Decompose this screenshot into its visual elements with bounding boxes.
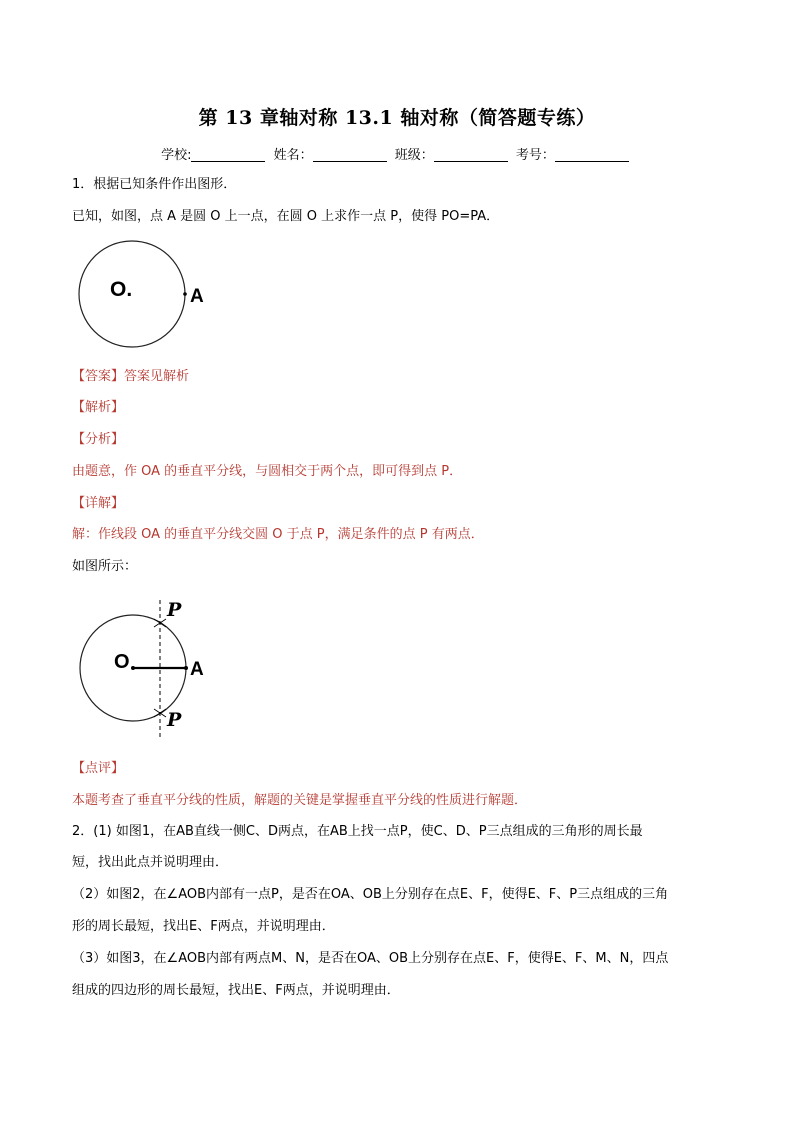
q1-solution-figure xyxy=(70,596,230,746)
q2-part1-line1: 2．(1) 如图1，在AB直线一侧C、D两点，在AB上找一点P，使C、D、P三点组成的三角形的周长最 xyxy=(72,824,643,839)
page-title: 第 13 章轴对称 13.1 轴对称（简答题专练） xyxy=(198,107,596,129)
q2-part1-line2: 短，找出此点并说明理由． xyxy=(72,855,229,870)
fenxi-tag: 【分析】 xyxy=(72,432,125,447)
q2-part3-line1: （3）如图3，在∠AOB内部有两点M、N，是否在OA、OB上分别存在点E、F，使得E、F、M、N，四点 xyxy=(72,951,669,966)
arc-mark-top xyxy=(154,619,166,627)
class-label: 班级： xyxy=(394,148,434,163)
jiexi-tag: 【解析】 xyxy=(72,400,125,415)
school-label: 学校: xyxy=(161,148,192,163)
exam-no-label: 考号： xyxy=(515,148,555,163)
point-a-dot-solution xyxy=(184,666,188,670)
point-a-label: A xyxy=(190,286,204,307)
q2-part2-line2: 形的周长最短，找出E、F两点，并说明理由． xyxy=(72,919,335,934)
student-info-line xyxy=(0,144,794,163)
answer-tag: 【答案】 xyxy=(72,369,125,384)
xiangjie-text: 解：作线段 OA 的垂直平分线交圆 O 于点 P，满足条件的点 P 有两点． xyxy=(72,527,484,542)
point-o-dot xyxy=(131,666,135,670)
name-blank[interactable] xyxy=(313,148,387,162)
point-a-label-solution: A xyxy=(190,659,204,680)
class-blank[interactable] xyxy=(434,148,508,162)
as-shown-text: 如图所示： xyxy=(72,559,138,574)
fenxi-text: 由题意，作 OA 的垂直平分线，与圆相交于两个点，即可得到点 P． xyxy=(72,464,463,479)
point-a-dot xyxy=(183,292,187,296)
q1-answer xyxy=(72,368,189,386)
exam-no-blank[interactable] xyxy=(555,148,629,162)
q1-figure-circle xyxy=(70,236,230,366)
dianping-text: 本题考查了垂直平分线的性质，解题的关键是掌握垂直平分线的性质进行解题． xyxy=(72,793,528,808)
center-o-label: O. xyxy=(110,278,133,301)
dianping-tag: 【点评】 xyxy=(72,761,125,776)
point-p-top-label: P xyxy=(167,599,182,621)
answer-text: 答案见解析 xyxy=(124,369,190,384)
q1-stem: 1．根据已知条件作出图形． xyxy=(72,177,237,192)
xiangjie-tag: 【详解】 xyxy=(72,496,125,511)
q1-given: 已知，如图，点 A 是圆 O 上一点，在圆 O 上求作一点 P，使得 PO=PA． xyxy=(72,209,500,224)
school-blank[interactable] xyxy=(191,148,265,162)
q2-part3-line2: 组成的四边形的周长最短，找出E、F两点，并说明理由． xyxy=(72,983,400,998)
center-o-label-solution: O xyxy=(114,651,130,673)
q2-part2-line1: （2）如图2，在∠AOB内部有一点P，是否在OA、OB上分别存在点E、F，使得E、F、P三点组成的三角 xyxy=(72,887,669,902)
name-label: 姓名： xyxy=(273,148,313,163)
point-p-bottom-label: P xyxy=(167,709,182,731)
